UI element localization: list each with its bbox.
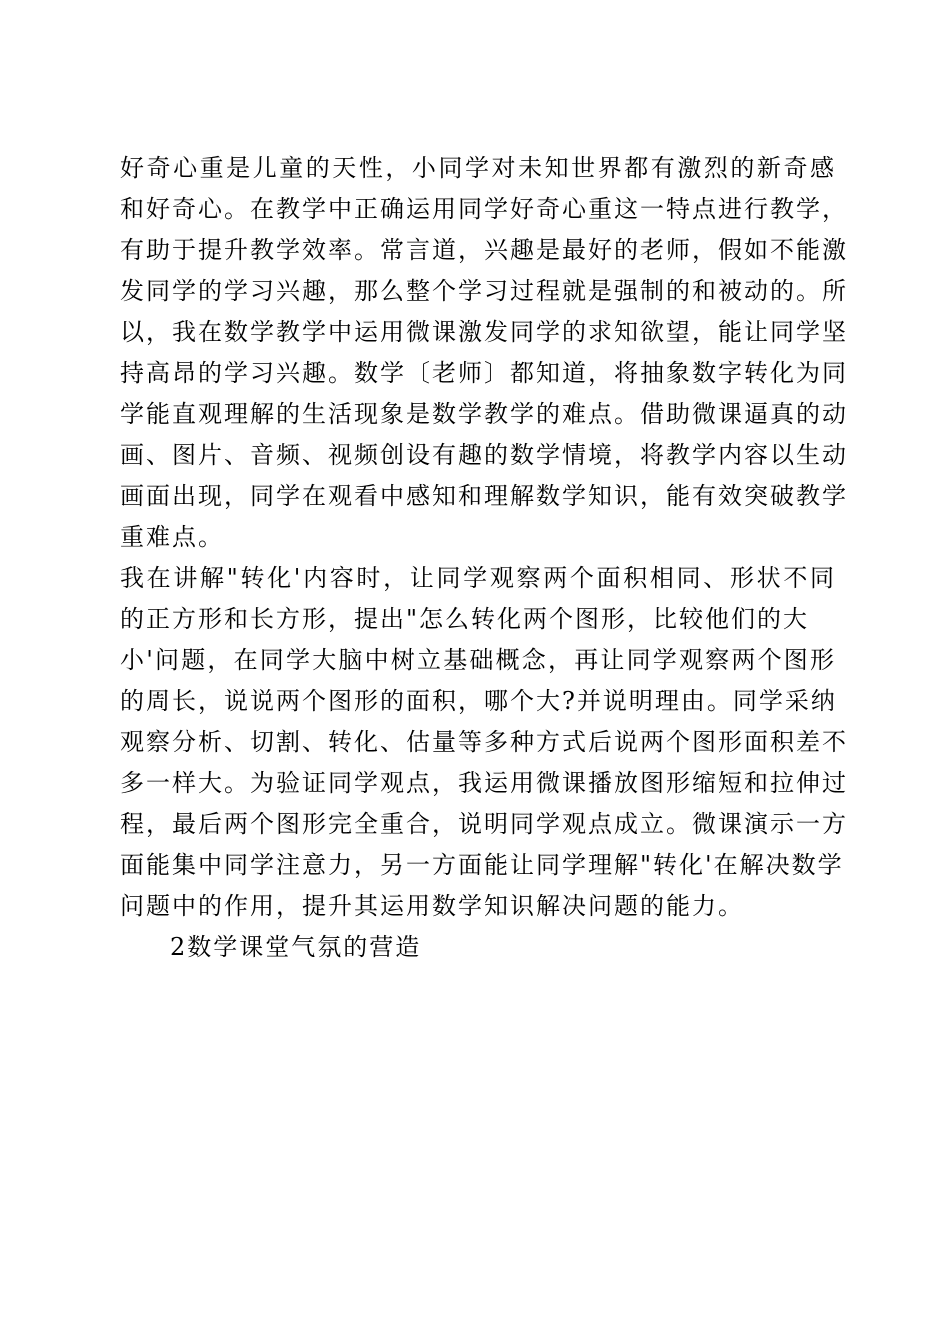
text-line: 学能直观理解的生活现象是数学教学的难点。借助微课逼真的动 bbox=[120, 400, 848, 428]
text-line: 和好奇心。在教学中正确运用同学好奇心重这一特点进行教学， bbox=[120, 195, 848, 223]
text-line: 画面出现，同学在观看中感知和理解数学知识，能有效突破教学 bbox=[120, 482, 848, 510]
text-line: 我在讲解"转化'内容时，让同学观察两个面积相同、形状不同 bbox=[120, 564, 836, 592]
section-heading: 2数学课堂气氛的营造 bbox=[170, 933, 422, 961]
paragraph-2 bbox=[120, 558, 848, 927]
document-page bbox=[120, 148, 848, 968]
paragraph-1 bbox=[120, 148, 848, 558]
text-line: 面能集中同学注意力，另一方面能让同学理解"转化'在解决数学 bbox=[120, 851, 844, 879]
text-line: 的周长，说说两个图形的面积，哪个大?并说明理由。同学采纳 bbox=[120, 687, 837, 715]
text-line: 程，最后两个图形完全重合，说明同学观点成立。微课演示一方 bbox=[120, 810, 848, 838]
text-line: 观察分析、切割、转化、估量等多种方式后说两个图形面积差不 bbox=[120, 728, 848, 756]
text-line: 有助于提升教学效率。常言道，兴趣是最好的老师，假如不能激 bbox=[120, 236, 848, 264]
text-line: 以，我在数学教学中运用微课激发同学的求知欲望，能让同学坚 bbox=[120, 318, 848, 346]
text-line: 好奇心重是儿童的天性，小同学对未知世界都有激烈的新奇感 bbox=[120, 154, 836, 182]
text-line: 画、图片、音频、视频创设有趣的数学情境，将教学内容以生动 bbox=[120, 441, 848, 469]
text-line: 重难点。 bbox=[120, 523, 224, 551]
text-line: 多一样大。为验证同学观点，我运用微课播放图形缩短和拉伸过 bbox=[120, 769, 848, 797]
text-line: 小'问题，在同学大脑中树立基础概念，再让同学观察两个图形 bbox=[120, 646, 836, 674]
text-line: 的正方形和长方形，提出"怎么转化两个图形，比较他们的大 bbox=[120, 605, 810, 633]
text-line: 问题中的作用，提升其运用数学知识解决问题的能力。 bbox=[120, 892, 744, 920]
text-line: 持高昂的学习兴趣。数学〔老师〕都知道，将抽象数字转化为同 bbox=[120, 359, 848, 387]
text-line: 发同学的学习兴趣，那么整个学习过程就是强制的和被动的。所 bbox=[120, 277, 848, 305]
